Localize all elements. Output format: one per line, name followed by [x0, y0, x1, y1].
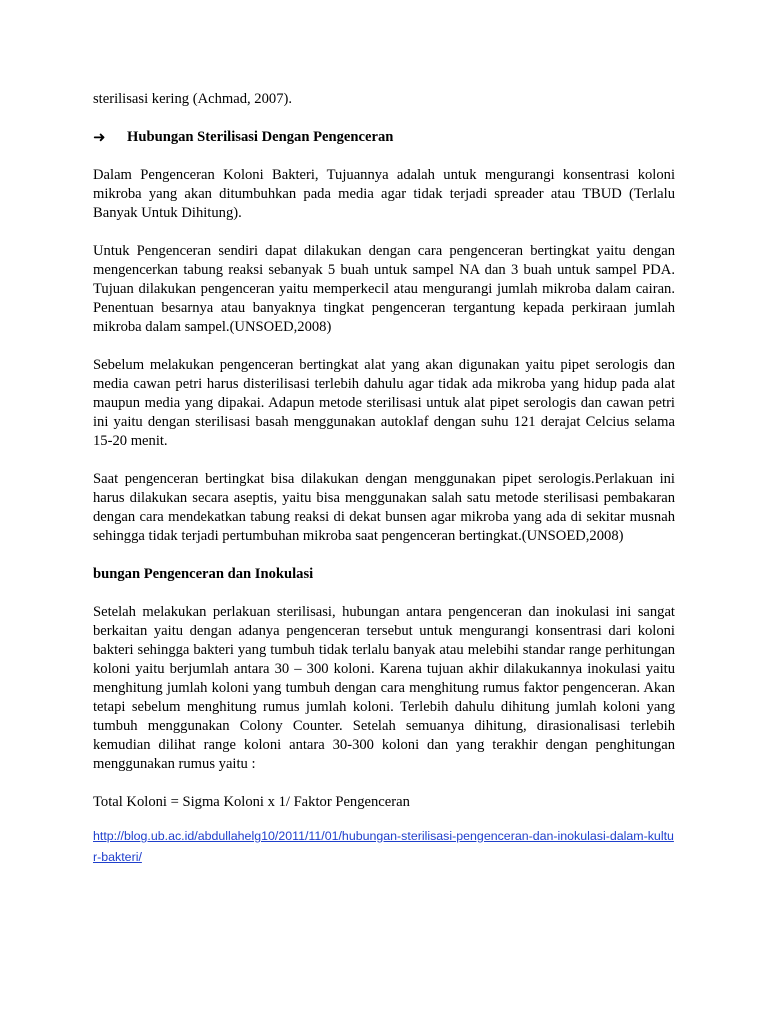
- paragraph-pengenceran-bertingkat: Untuk Pengenceran sendiri dapat dilakukan dengan cara pengenceran bertingkat yaitu dengan mengencerkan tabung reaksi sebanyak 5 buah untuk sampel NA dan 3 buah untuk sampel PDA. Tujuan dilakukan pengenceran yaitu memperkecil atau mengurangi jumlah mikroba dalam cairan. Penentuan besarnya atau banyaknya tingkat pengenceran tergantung kepada perkiraan jumlah mikroba dalam sampel.(UNSOED,2008): [93, 243, 675, 335]
- paragraph-tujuan: Dalam Pengenceran Koloni Bakteri, Tujuannya adalah untuk mengurangi konsentrasi koloni mikroba yang akan ditumbuhkan pada media agar tidak terjadi spreader atau TBUD (Terlalu Banyak Untuk Dihitung).: [93, 167, 675, 221]
- right-arrow-icon: ➜: [93, 128, 106, 146]
- section-heading-text: bungan Pengenceran dan Inokulasi: [93, 566, 314, 582]
- section-heading-sterilisasi: [93, 128, 675, 147]
- paragraph-sterilisasi-alat: Sebelum melakukan pengenceran bertingkat alat yang akan digunakan yaitu pipet serologis dan media cawan petri harus disterilisasi terlebih dahulu agar tidak ada mikroba yang hidup pada alat maupun media yang dipakai. Adapun metode sterilisasi untuk alat pipet serologis dan cawan petri ini yaitu dengan sterilisasi basah menggunakan autoklaf dengan suhu 121 derajat Celcius selama 15-20 menit.: [93, 357, 675, 449]
- paragraph-inokulasi: Setelah melakukan perlakuan sterilisasi, hubungan antara pengenceran dan inokulasi ini sangat berkaitan yaitu dengan adanya pengenceran tersebut untuk mengurangi konsentrasi dari koloni bakteri sehingga bakteri yang tumbuh tidak terlalu banyak atau melebihi standar range perhitungan koloni yaitu berjumlah antara 30 – 300 koloni. Karena tujuan akhir dilakukannya inokulasi yaitu menghitung jumlah koloni yang tumbuh dengan cara menghitung rumus faktor pengenceran. Akan tetapi sebelum menghitung rumus jumlah koloni. Terlebih dahulu dihitung jumlah koloni yang tumbuh menggunakan Colony Counter. Setelah semuanya dihitung, dirasionalisasi terlebih kemudian dilihat range koloni antara 30-300 koloni dan yang terakhir dengan penghitungan menggunakan rumus yaitu :: [93, 604, 675, 772]
- section-heading-text: Hubungan Sterilisasi Dengan Pengenceran: [127, 129, 394, 145]
- paragraph-aseptis: Saat pengenceran bertingkat bisa dilakukan dengan menggunakan pipet serologis.Perlakuan ini harus dilakukan secara aseptis, yaitu bisa menggunakan salah satu metode sterilisasi pembakaran dengan cara mendekatkan tabung reaksi di dekat bunsen agar mikroba yang ada di sekitar musnah sehingga tidak terjadi pertumbuhan mikroba saat pengenceran bertingkat.(UNSOED,2008): [93, 471, 675, 544]
- source-link[interactable]: http://blog.ub.ac.id/abdullahelg10/2011/11/01/hubungan-sterilisasi-pengenceran-dan-inokulasi-dalam-kultur-bakteri/: [93, 829, 674, 864]
- paragraph-intro: sterilisasi kering (Achmad, 2007).: [93, 91, 292, 107]
- section-heading-inokulasi: [93, 565, 675, 584]
- formula-total-koloni: Total Koloni = Sigma Koloni x 1/ Faktor Pengenceran: [93, 794, 410, 810]
- document-page: [93, 90, 675, 868]
